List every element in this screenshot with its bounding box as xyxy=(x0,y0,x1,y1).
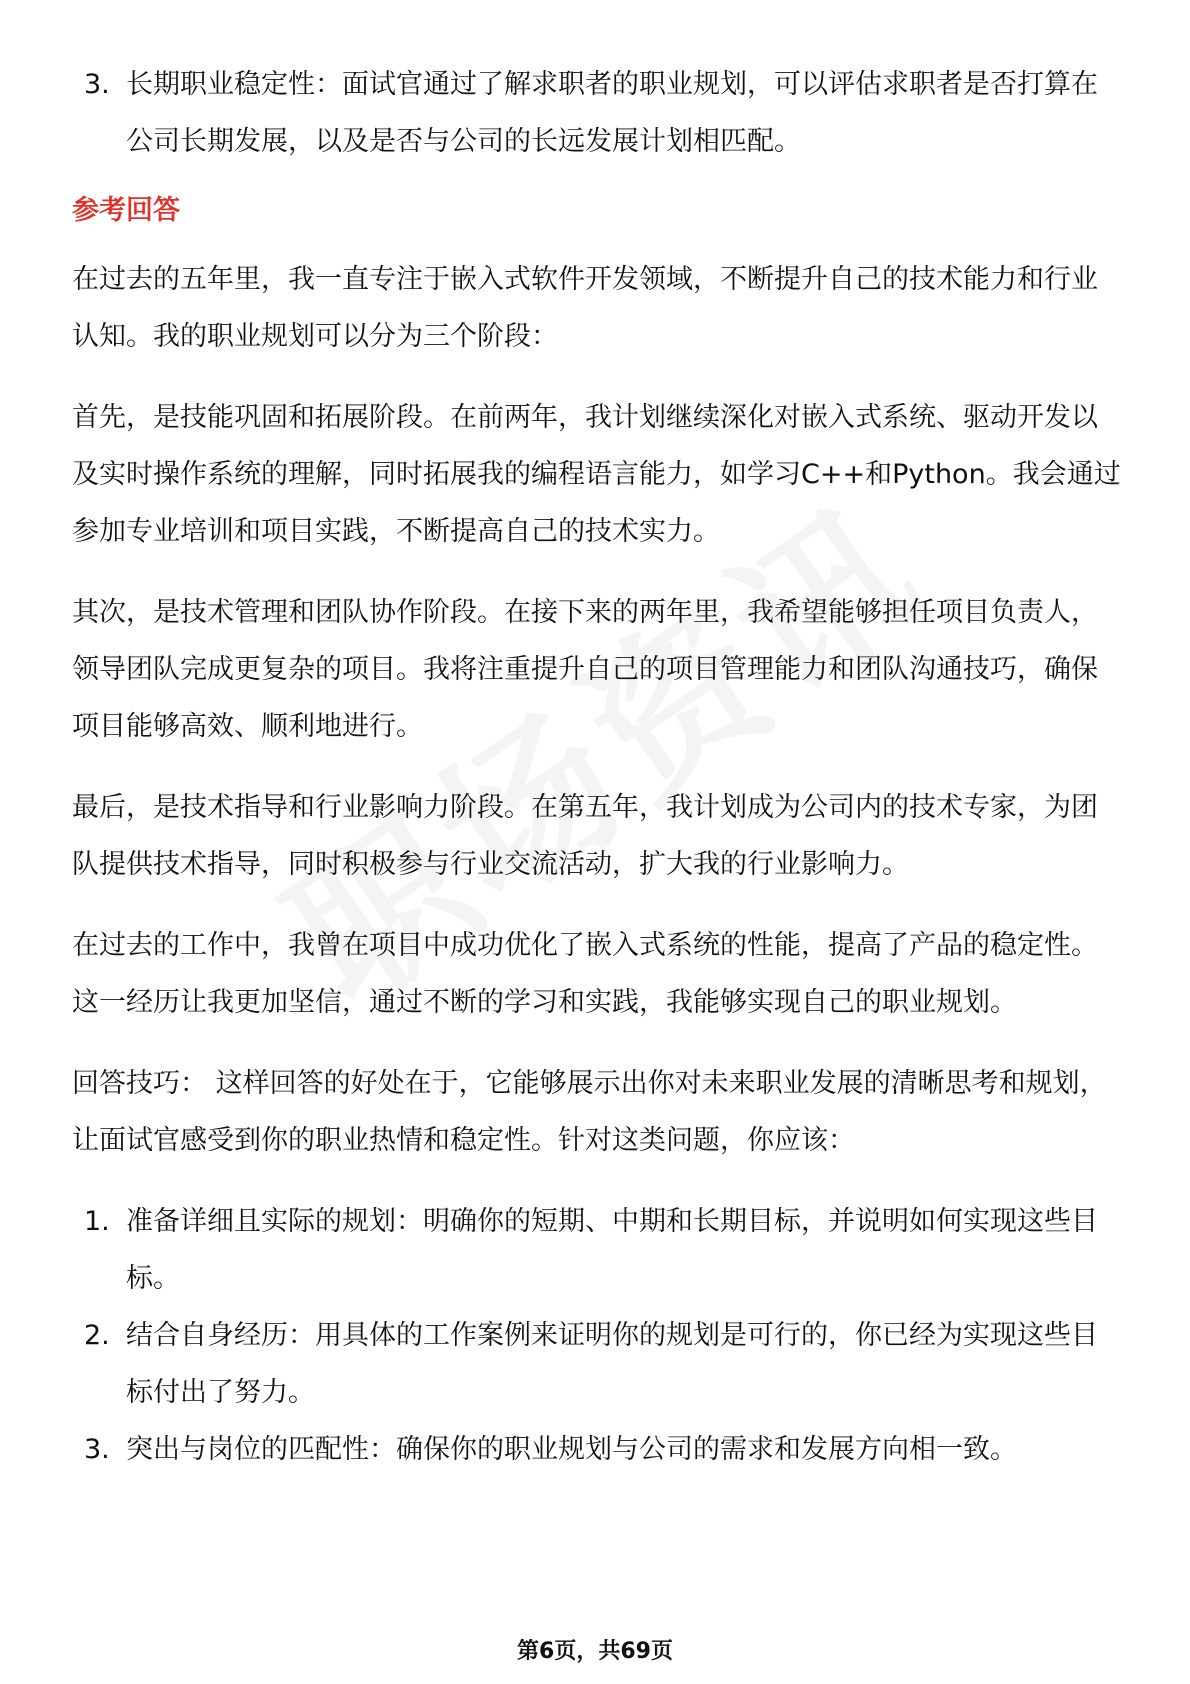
list-number: 3. xyxy=(84,69,110,100)
list-number: 1. xyxy=(84,1206,110,1237)
section-heading: 参考回答 xyxy=(72,195,180,226)
answer-intro-paragraph: 在过去的五年里，我一直专注于嵌入式软件开发领域，不断提升自己的技术能力和行业认知。我的职业规划可以分为三个阶段： xyxy=(72,264,1098,352)
list-item xyxy=(72,1193,1122,1307)
tips-list xyxy=(72,1193,1122,1478)
list-item-text: 结合自身经历：用具体的工作案例来证明你的规划是可行的，你已经为实现这些目标付出了努力。 xyxy=(126,1320,1098,1408)
page-number-footer: 第6页，共69页 xyxy=(517,1639,673,1664)
answer-stage-one-paragraph: 首先，是技能巩固和拓展阶段。在前两年，我计划继续深化对嵌入式系统、驱动开发以及实时操作系统的理解，同时拓展我的编程语言能力，如学习C++和Python。我会通过参加专业培训和项目实践，不断提高自己的技术实力。 xyxy=(72,402,1121,547)
list-item xyxy=(72,1421,1122,1478)
list-item-text: 准备详细且实际的规划：明确你的短期、中期和长期目标，并说明如何实现这些目标。 xyxy=(126,1206,1098,1294)
answer-tips-paragraph: 回答技巧： 这样回答的好处在于，它能够展示出你对未来职业发展的清晰思考和规划，让面试官感受到你的职业热情和稳定性。针对这类问题，你应该： xyxy=(72,1068,1107,1156)
answer-stage-three-paragraph: 最后，是技术指导和行业影响力阶段。在第五年，我计划成为公司内的技术专家，为团队提供技术指导，同时积极参与行业交流活动，扩大我的行业影响力。 xyxy=(72,792,1098,880)
answer-experience-paragraph: 在过去的工作中，我曾在项目中成功优化了嵌入式系统的性能，提高了产品的稳定性。这一经历让我更加坚信，通过不断的学习和实践，我能够实现自己的职业规划。 xyxy=(72,930,1098,1018)
answer-stage-two-paragraph: 其次，是技术管理和团队协作阶段。在接下来的两年里，我希望能够担任项目负责人，领导团队完成更复杂的项目。我将注重提升自己的项目管理能力和团队沟通技巧，确保项目能够高效、顺利地进行。 xyxy=(72,597,1098,742)
page-content xyxy=(72,56,1122,1478)
list-number: 2. xyxy=(84,1320,110,1351)
list-item-career-stability xyxy=(72,56,1122,170)
list-item xyxy=(72,1307,1122,1421)
list-item-text: 长期职业稳定性：面试官通过了解求职者的职业规划，可以评估求职者是否打算在公司长期发展，以及是否与公司的长远发展计划相匹配。 xyxy=(126,69,1098,157)
list-item-text: 突出与岗位的匹配性：确保你的职业规划与公司的需求和发展方向相一致。 xyxy=(126,1434,1017,1465)
list-number: 3. xyxy=(84,1434,110,1465)
